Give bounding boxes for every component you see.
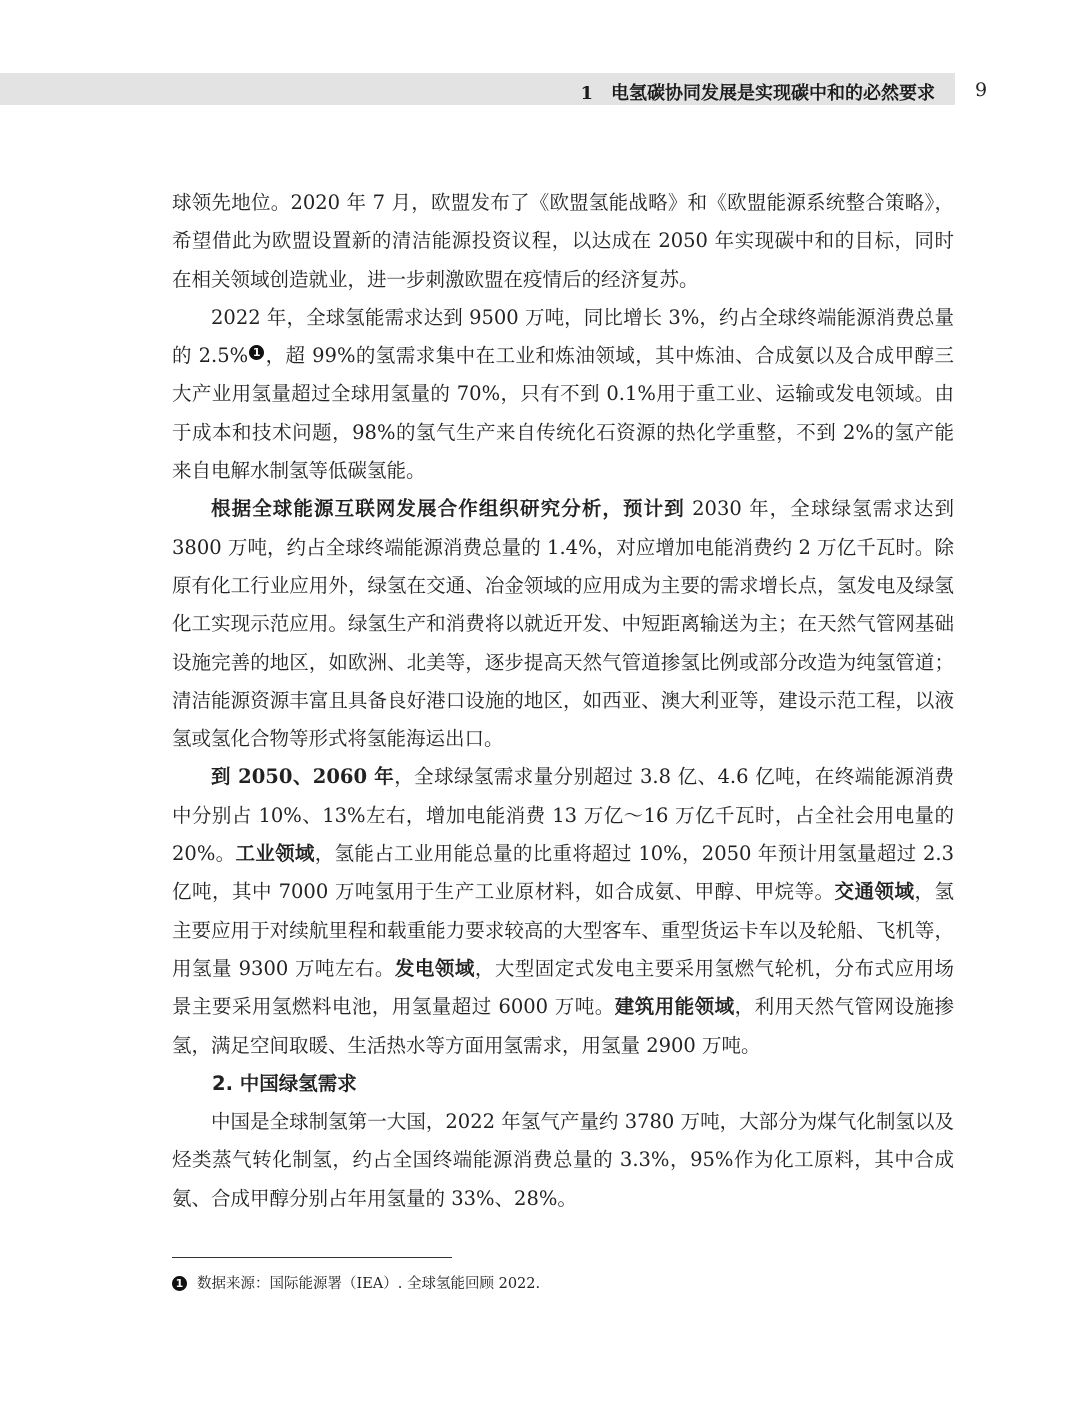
paragraph-4-text-4: ，大型固定式发电主要采用氢燃气轮机，分布式应用场景主要采用氢燃料电池，用氢量超过 6000 万吨。 bbox=[172, 956, 954, 1019]
building-sector-label: 建筑用能领域 bbox=[614, 995, 735, 1019]
paragraph-4-text-2: ，氢能占工业用能总量的比重将超过 10%，2050 年预计用氢量超过 2.3 亿吨，其中 7000 万吨氢用于生产工业原材料，如合成氨、甲醇、甲烷等。 bbox=[172, 842, 954, 904]
power-sector-label: 发电领域 bbox=[394, 956, 475, 980]
paragraph-4-text-1: ，全球绿氢需求量分别超过 3.8 亿、4.6 亿吨，在终端能源消费中分别占 10%、13%左右，增加电能消费 13 万亿～16 万亿千瓦时，占全社会用电量的 20%。 bbox=[172, 765, 954, 866]
industry-sector-label: 工业领域 bbox=[235, 842, 315, 866]
paragraph-2-text-b: ，超 99%的氢需求集中在工业和炼油领域，其中炼油、合成氨以及合成甲醇三大产业用氢量超过全球用氢量的 70%，只有不到 0.1%用于重工业、运输或发电领域。由于成本和技术问题，98%的氢气生产来自传统化石资源的热化学重整，不到 2%的氢产能来自电解水制氢等低碳氢能。 bbox=[172, 344, 954, 483]
paragraph-3 bbox=[172, 490, 954, 758]
paragraph-5: 中国是全球制氢第一大国，2022 年氢气产量约 3780 万吨，大部分为煤气化制氢以及烃类蒸气转化制氢，约占全国终端能源消费总量的 3.3%，95%作为化工原料，其中合成氨、合成甲醇分别占年用氢量的 33%、28%。 bbox=[172, 1110, 954, 1210]
footnote-text: 数据来源：国际能源署（IEA）. 全球氢能回顾 2022. bbox=[197, 1276, 541, 1292]
paragraph-3-lead: 根据全球能源互联网发展合作组织研究分析，预计到 bbox=[211, 497, 685, 521]
footnote-reference-marker[interactable]: 1 bbox=[249, 345, 264, 360]
page-number: 9 bbox=[975, 79, 988, 101]
transport-sector-label: 交通领域 bbox=[834, 880, 915, 904]
paragraph-4-text-3: ，氢主要应用于对续航里程和载重能力要求较高的大型客车、重型货运卡车以及轮船、飞机等，用氢量 9300 万吨左右。 bbox=[172, 880, 954, 980]
paragraph-2 bbox=[172, 299, 954, 490]
footnote bbox=[172, 1272, 540, 1293]
footnote-marker: 1 bbox=[172, 1276, 187, 1291]
body-text bbox=[172, 184, 954, 1218]
section-heading: 2. 中国绿氢需求 bbox=[212, 1071, 357, 1095]
paragraph-2-text-a: 2022 年，全球氢能需求达到 9500 万吨，同比增长 3%，约占全球终端能源消费总量的 2.5% bbox=[172, 305, 954, 368]
footnote-divider bbox=[172, 1257, 452, 1258]
running-header-title: 1 电氢碳协同发展是实现碳中和的必然要求 bbox=[580, 83, 935, 104]
paragraph-1: 球领先地位。2020 年 7 月，欧盟发布了《欧盟氢能战略》和《欧盟能源系统整合策略》，希望借此为欧盟设置新的清洁能源投资议程，以达成在 2050 年实现碳中和的目标，同时在相关领域创造就业，进一步刺激欧盟在疫情后的经济复苏。 bbox=[172, 191, 954, 291]
paragraph-3-text: 2030 年，全球绿氢需求达到 3800 万吨，约占全球终端能源消费总量的 1.4%，对应增加电能消费约 2 万亿千瓦时。除原有化工行业应用外，绿氢在交通、冶金领域的应用成为主要的需求增长点，氢发电及绿氢化工实现示范应用。绿氢生产和消费将以就近开发、中短距离输送为主；在天然气管网基础设施完善的地区，如欧洲、北美等，逐步提高天然气管道掺氢比例或部分改造为纯氢管道；清洁能源资源丰富且具备良好港口设施的地区，如西亚、澳大利亚等，建设示范工程，以液氢或氢化合物等形式将氢能海运出口。 bbox=[172, 497, 954, 751]
paragraph-4-text-5: ，利用天然气管网设施掺氢，满足空间取暖、生活热水等方面用氢需求，用氢量 2900 万吨。 bbox=[172, 995, 954, 1057]
paragraph-4 bbox=[172, 758, 954, 1064]
paragraph-4-lead: 到 2050、2060 年 bbox=[211, 765, 395, 789]
